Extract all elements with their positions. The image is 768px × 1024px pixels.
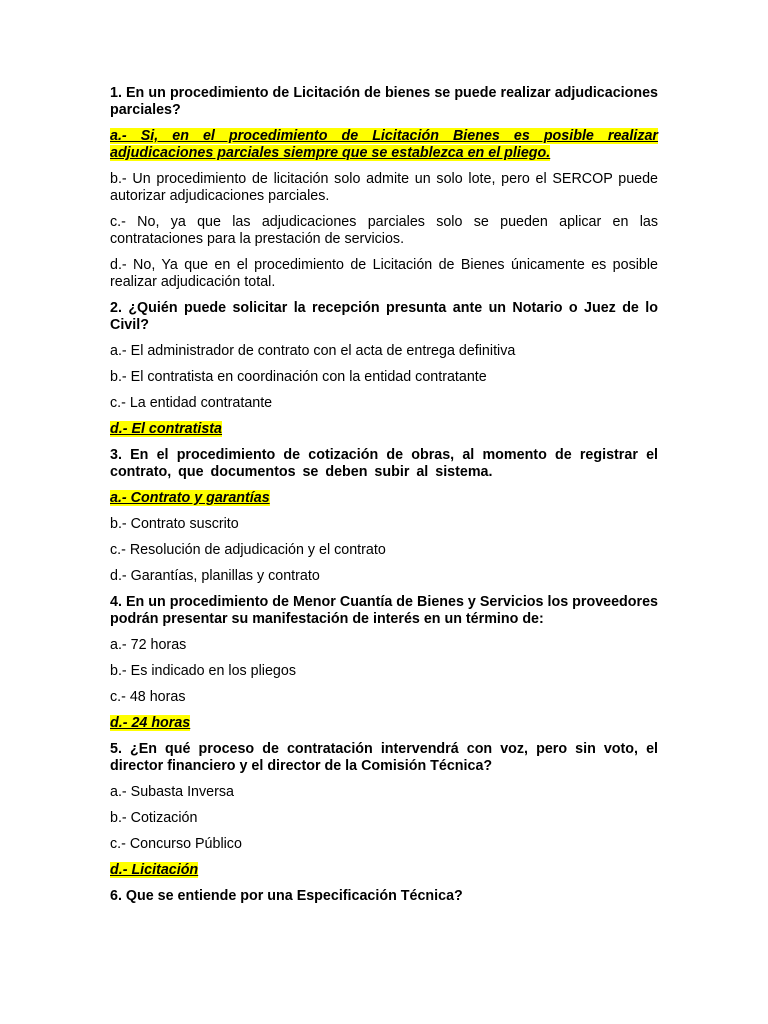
- question-4-option-b: b.- Es indicado en los pliegos: [110, 663, 296, 679]
- question-4-option-d: [110, 715, 658, 732]
- question-5-option-d: [110, 862, 658, 879]
- question-2: 2. ¿Quién puede solicitar la recepción presunta ante un Notario o Juez de lo Civil?: [110, 300, 658, 333]
- question-3: 3. En el procedimiento de cotización de obras, al momento de registrar el contrato, que documentos se deben subir al sistema.: [110, 447, 658, 480]
- document-page: [110, 85, 658, 914]
- question-5: 5. ¿En qué proceso de contratación intervendrá con voz, pero sin voto, el director financiero y el director de la Comisión Técnica?: [110, 741, 658, 774]
- correct-answer-highlight: a.- Contrato y garantías: [110, 490, 270, 506]
- question-6: 6. Que se entiende por una Especificación Técnica?: [110, 888, 463, 904]
- correct-answer-highlight: d.- El contratista: [110, 421, 223, 437]
- correct-answer-highlight: d.- 24 horas: [110, 715, 191, 731]
- question-3-option-d: d.- Garantías, planillas y contrato: [110, 568, 320, 584]
- question-5-option-b: b.- Cotización: [110, 810, 198, 826]
- question-3-option-b: b.- Contrato suscrito: [110, 516, 239, 532]
- correct-answer-highlight: a.- Si, en el procedimiento de Licitación Bienes es posible realizar adjudicaciones parciales siempre que se establezca en el pliego.: [110, 128, 658, 161]
- question-1-option-a: [110, 128, 658, 162]
- correct-answer-highlight: d.- Licitación: [110, 862, 199, 878]
- question-1-option-c: c.- No, ya que las adjudicaciones parciales solo se pueden aplicar en las contrataciones para la prestación de servicios.: [110, 214, 658, 247]
- question-2-option-b: b.- El contratista en coordinación con la entidad contratante: [110, 369, 487, 385]
- question-4-option-a: a.- 72 horas: [110, 637, 187, 653]
- question-1-option-d: d.- No, Ya que en el procedimiento de Licitación de Bienes únicamente es posible realizar adjudicación total.: [110, 257, 658, 290]
- question-2-option-d: [110, 421, 658, 438]
- question-3-option-c: c.- Resolución de adjudicación y el contrato: [110, 542, 386, 558]
- question-4: 4. En un procedimiento de Menor Cuantía de Bienes y Servicios los proveedores podrán presentar su manifestación de interés en un término de:: [110, 594, 658, 627]
- question-1-option-b: b.- Un procedimiento de licitación solo admite un solo lote, pero el SERCOP puede autorizar adjudicaciones parciales.: [110, 171, 658, 204]
- question-4-option-c: c.- 48 horas: [110, 689, 186, 705]
- question-2-option-c: c.- La entidad contratante: [110, 395, 273, 411]
- question-2-option-a: a.- El administrador de contrato con el acta de entrega definitiva: [110, 343, 516, 359]
- question-1: 1. En un procedimiento de Licitación de bienes se puede realizar adjudicaciones parciales?: [110, 85, 658, 118]
- question-5-option-a: a.- Subasta Inversa: [110, 784, 234, 800]
- question-3-option-a: [110, 490, 658, 507]
- question-5-option-c: c.- Concurso Público: [110, 836, 242, 852]
